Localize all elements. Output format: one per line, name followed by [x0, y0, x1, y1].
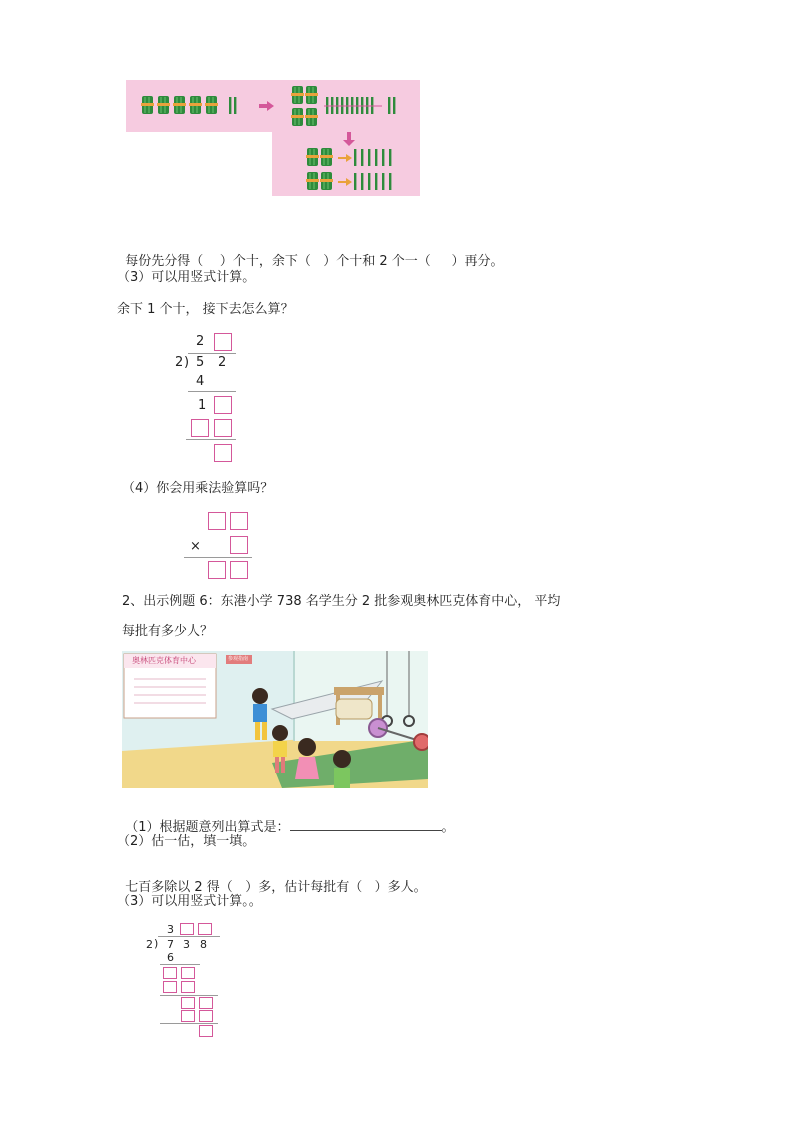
example6-line1: 2、出示例题 6：东港小学 738 名学生分 2 批参观奥林匹克体育中心， 平均: [122, 594, 561, 609]
blank-per-batch[interactable]: [362, 880, 374, 895]
bring-down-box[interactable]: [214, 396, 232, 414]
product-tens-box[interactable]: [191, 419, 209, 437]
quotient-ones-box[interactable]: [214, 333, 232, 351]
d2-row3-b[interactable]: [199, 997, 213, 1009]
q3-prompt: 余下 1 个十， 接下去怎么算？: [117, 302, 294, 317]
estimate-text-3: ）多人。: [374, 880, 427, 895]
ex6-q3: （3）可以用竖式计算。。: [117, 894, 262, 909]
product-ones-box[interactable]: [214, 419, 232, 437]
ex6-q2: （2）估一估，填一填。: [117, 834, 256, 849]
scene-tag: 参观指南: [228, 656, 249, 662]
quotient-tens: 2: [196, 334, 205, 349]
quotient-ones-box-2[interactable]: [198, 923, 212, 935]
d2-row1-a[interactable]: [163, 967, 177, 979]
museum-scene-icon: [122, 651, 428, 788]
formula-answer-line[interactable]: [290, 818, 442, 831]
ex6-q1-text: （1）根据题意列出算式是：: [125, 820, 290, 835]
division-bar: [188, 353, 236, 354]
multiplier-box[interactable]: [230, 536, 248, 554]
q2-text-1: 每份先分得（: [125, 254, 204, 269]
divisor: 2: [175, 355, 184, 370]
board-title: 奥林匹克体育中心: [132, 656, 196, 665]
dividend-tens: 5: [196, 355, 205, 370]
bundled-sticks-icon: [126, 80, 420, 196]
dividend-ones: 2: [218, 355, 227, 370]
mult-line: [184, 557, 252, 558]
multiplication-check: [180, 510, 260, 582]
blank-together[interactable]: [431, 254, 452, 269]
times-sign: ×: [190, 539, 201, 554]
ex6-estimate: [117, 864, 427, 896]
divisor-2: 2: [146, 938, 153, 951]
d2-row1-b[interactable]: [181, 967, 195, 979]
subtract-hundreds: 6: [167, 951, 174, 964]
multiplicand-tens-box[interactable]: [208, 512, 226, 530]
q4-title: （4）你会用乘法验算吗？: [122, 481, 274, 496]
division2-line-1: [160, 964, 200, 965]
estimate-text-1: 七百多除以 2 得（: [125, 880, 233, 895]
division-line-2: [186, 439, 236, 440]
blank-remaining-tens[interactable]: [311, 254, 323, 269]
dividend-tens-2: 3: [183, 938, 190, 951]
estimate-text-2: ）多，估计每批有（: [245, 880, 363, 895]
division-line-1: [188, 391, 236, 392]
d2-row4-a[interactable]: [181, 1010, 195, 1022]
d2-row4-b[interactable]: [199, 1010, 213, 1022]
division2-line-2: [160, 995, 218, 996]
blank-quotient-estimate[interactable]: [233, 880, 245, 895]
remainder-tens: 1: [198, 398, 207, 413]
division-bar-2: [158, 936, 220, 937]
division2-line-3: [160, 1023, 218, 1024]
quotient-tens-box[interactable]: [180, 923, 194, 935]
quotient-hundreds: 3: [167, 923, 174, 936]
dividend-hundreds: 7: [167, 938, 174, 951]
bracket: ): [184, 355, 190, 370]
ex6-q1: [117, 802, 455, 836]
q3-title: （3）可以用竖式计算。: [117, 270, 256, 285]
multiplicand-ones-box[interactable]: [230, 512, 248, 530]
product-tens-box-2[interactable]: [208, 561, 226, 579]
product-ones-box-2[interactable]: [230, 561, 248, 579]
division-2: [142, 922, 222, 1038]
example6-line2: 每批有多少人？: [122, 624, 214, 639]
q2-fill-line: [117, 238, 503, 270]
d2-row2-a[interactable]: [163, 981, 177, 993]
q2-text-3: ）个十和 2 个一（: [323, 254, 431, 269]
d2-remainder-box[interactable]: [199, 1025, 213, 1037]
q2-text-2: ）个十，余下（: [219, 254, 311, 269]
bracket-2: ): [154, 937, 159, 950]
subtract-1: 4: [196, 374, 205, 389]
blank-tens[interactable]: [203, 254, 220, 269]
dividend-ones-2: 8: [200, 938, 207, 951]
q2-text-4: ）再分。: [451, 254, 504, 269]
ex6-q1-end: 。: [441, 820, 455, 835]
d2-row3-a[interactable]: [181, 997, 195, 1009]
d2-row2-b[interactable]: [181, 981, 195, 993]
remainder-box[interactable]: [214, 444, 232, 462]
division-1: [170, 330, 250, 465]
museum-scene: [122, 651, 428, 788]
sticks-figure: [126, 80, 420, 196]
